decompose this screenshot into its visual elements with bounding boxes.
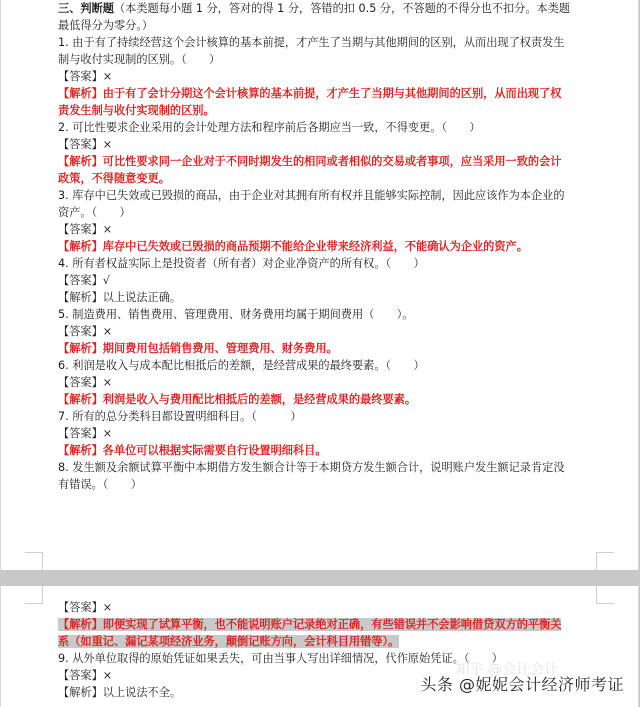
question-8 xyxy=(58,459,572,493)
analysis-label: 【解析】 xyxy=(58,618,103,631)
answer-2 xyxy=(58,136,572,153)
answer-value: × xyxy=(102,427,113,440)
analysis-label: 【解析】 xyxy=(58,686,103,699)
answer-1 xyxy=(58,68,572,85)
answer-label: 【答案】 xyxy=(58,427,103,440)
analysis-label: 【解析】 xyxy=(58,444,103,457)
analysis-text: 以上说法不全。 xyxy=(102,686,182,699)
analysis-label: 【解析】 xyxy=(58,291,103,304)
analysis-1 xyxy=(58,85,572,119)
page-1-content xyxy=(58,0,572,493)
answer-label: 【答案】 xyxy=(58,138,103,151)
answer-value: √ xyxy=(102,274,110,287)
answer-3 xyxy=(58,221,572,238)
page-corner-mark xyxy=(596,552,614,570)
analysis-text: 以上说法正确。 xyxy=(102,291,182,304)
question-5 xyxy=(58,306,572,323)
answer-value: × xyxy=(102,223,113,236)
analysis-text: 库存中已失效或已毁损的商品预期不能给企业带来经济利益，不能确认为企业的资产。 xyxy=(102,240,528,253)
section-header xyxy=(58,0,572,34)
answer-label: 【答案】 xyxy=(58,376,103,389)
question-number: 9. xyxy=(58,652,69,665)
question-7 xyxy=(58,408,572,425)
question-6 xyxy=(58,357,572,374)
analysis-7 xyxy=(58,442,572,459)
page-corner-mark xyxy=(25,552,43,570)
question-text: 由于有了持续经营这个会计核算的基本前提，才产生了当期与其他期间的区别，从而出现了权责发生制与收付实现制的区别。（ ） xyxy=(58,36,565,66)
analysis-label: 【解析】 xyxy=(58,155,103,168)
answer-label: 【答案】 xyxy=(58,223,103,236)
answer-value: × xyxy=(102,138,113,151)
question-number: 5. xyxy=(58,308,69,321)
answer-8 xyxy=(58,599,572,616)
analysis-8 xyxy=(58,616,572,650)
question-number: 1. xyxy=(58,36,69,49)
analysis-label: 【解析】 xyxy=(58,240,103,253)
question-number: 6. xyxy=(58,359,69,372)
page-corner-mark xyxy=(25,586,43,604)
analysis-6 xyxy=(58,391,572,408)
question-number: 7. xyxy=(58,410,69,423)
analysis-2 xyxy=(58,153,572,187)
analysis-4 xyxy=(58,289,572,306)
answer-value: × xyxy=(102,376,113,389)
question-text: 所有者权益实际上是投资者（所有者）对企业净资产的所有权。（ ） xyxy=(72,257,425,270)
analysis-5 xyxy=(58,340,572,357)
section-note: （本类题每小题 1 分，答对的得 1 分，答错的扣 0.5 分，不答题的不得分也不扣分。本类题最低得分为零分。） xyxy=(58,2,571,32)
question-text: 发生额及余额试算平衡中本期借方发生额合计等于本期贷方发生额合计，说明账户发生额记录肯定没有错误。（ ） xyxy=(58,461,565,491)
question-2 xyxy=(58,119,572,136)
answer-5 xyxy=(58,323,572,340)
analysis-3 xyxy=(58,238,572,255)
analysis-text: 由于有了会计分期这个会计核算的基本前提，才产生了当期与其他期间的区别，从而出现了权责发生制与收付实现制的区别。 xyxy=(58,87,562,117)
answer-value: × xyxy=(102,669,113,682)
answer-label: 【答案】 xyxy=(58,669,103,682)
page-corner-mark xyxy=(596,586,614,604)
question-number: 8. xyxy=(58,461,69,474)
question-4 xyxy=(58,255,572,272)
answer-6 xyxy=(58,374,572,391)
watermark: 头条 @妮妮会计经济师考证 xyxy=(420,675,624,694)
analysis-text: 各单位可以根据实际需要自行设置明细科目。 xyxy=(102,444,327,457)
answer-7 xyxy=(58,425,572,442)
answer-value: × xyxy=(102,601,113,614)
question-text: 库存中已失效或已毁损的商品，由于企业对其拥有所有权并且能够实际控制，因此应该作为本企业的资产。（ ） xyxy=(58,189,565,219)
question-text: 所有的总分类科目都设置明细科目。（ ） xyxy=(72,410,302,423)
analysis-text: 期间费用包括销售费用、管理费用、财务费用。 xyxy=(102,342,338,355)
analysis-text: 即便实现了试算平衡，也不能说明账户记录绝对正确，有些错误并不会影响借贷双方的平衡关系（如重记、漏记某项经济业务，颠倒记账方向，会计科目用错等）。 xyxy=(58,618,562,648)
question-text: 可比性要求企业采用的会计处理方法和程序前后各期应当一致，不得变更。（ ） xyxy=(72,121,481,134)
question-text: 从外单位取得的原始凭证如果丢失，可由当事人写出详细情况，代作原始凭证。（ ） xyxy=(72,652,503,665)
answer-4 xyxy=(58,272,572,289)
answer-value: × xyxy=(102,325,113,338)
question-text: 制造费用、销售费用、管理费用、财务费用均属于期间费用（ ）。 xyxy=(72,308,414,321)
question-number: 2. xyxy=(58,121,69,134)
question-3 xyxy=(58,187,572,221)
document-page-2 xyxy=(0,586,639,707)
ghost-watermark: 知乎 @会计会计 xyxy=(455,662,558,678)
answer-label: 【答案】 xyxy=(58,70,103,83)
answer-label: 【答案】 xyxy=(58,601,103,614)
question-number: 4. xyxy=(58,257,69,270)
section-title: 三、判断题 xyxy=(58,2,114,15)
analysis-label: 【解析】 xyxy=(58,342,103,355)
analysis-label: 【解析】 xyxy=(58,87,103,100)
answer-value: × xyxy=(102,70,113,83)
analysis-text: 利润是收入与费用配比相抵后的差额，是经营成果的最终要素。 xyxy=(102,393,417,406)
question-1 xyxy=(58,34,572,68)
analysis-text: 可比性要求同一企业对于不同时期发生的相同或者相似的交易或者事项，应当采用一致的会计政策，不得随意变更。 xyxy=(58,155,562,185)
answer-label: 【答案】 xyxy=(58,325,103,338)
question-number: 3. xyxy=(58,189,69,202)
answer-label: 【答案】 xyxy=(58,274,103,287)
analysis-label: 【解析】 xyxy=(58,393,103,406)
question-text: 利润是收入与成本配比相抵后的差额，是经营成果的最终要素。（ ） xyxy=(72,359,425,372)
